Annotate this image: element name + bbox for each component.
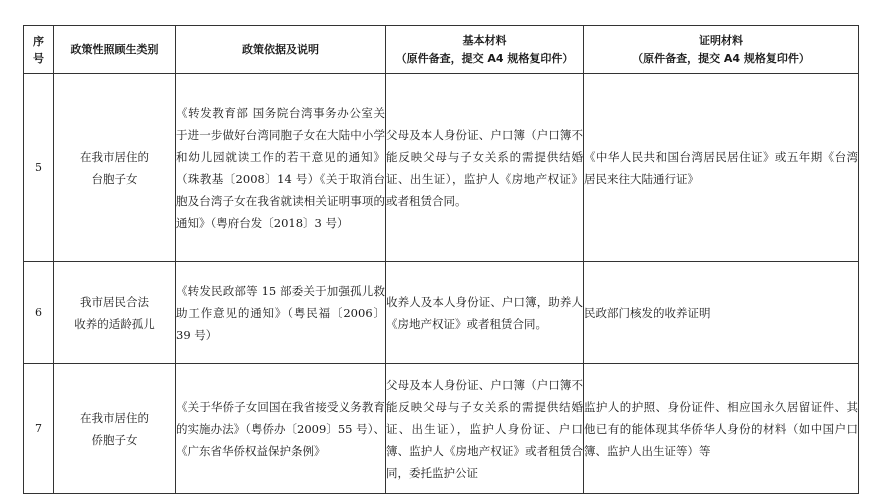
header-basis: 政策依据及说明 [176,26,386,74]
row-basic-materials: 收养人及本人身份证、户口簿，助养人《房地产权证》或者租赁合同。 [386,262,584,364]
row-basis: 《转发教育部 国务院台湾事务办公室关于进一步做好台湾同胞子女在大陆中小学和幼儿园就读工作的若干意见的通知》（珠教基〔2008〕14 号）《关于取消台胞及台湾子女在我省就读相关证明事项的通知》（粤府台发〔2018〕3 号） [176,74,386,262]
row-basic-materials: 父母及本人身份证、户口簿（户口簿不能反映父母与子女关系的需提供结婚证、出生证），监护人《房地产权证》或者租赁合同。 [386,74,584,262]
row-seq: 6 [24,262,54,364]
table-row [24,74,859,262]
header-proof-materials-title: 证明材料 [699,33,743,47]
header-seq: 序号 [24,26,54,74]
table-header-row [24,26,859,74]
policy-table [23,25,859,494]
table-row [24,364,859,494]
row-seq: 7 [24,364,54,494]
header-basic-materials [386,26,584,74]
row-seq: 5 [24,74,54,262]
row-category: 在我市居住的 侨胞子女 [54,364,176,494]
row-proof-materials: 监护人的护照、身份证件、相应国永久居留证件、其他已有的能体现其华侨华人身份的材料（如中国户口簿、监护人出生证等）等 [584,364,859,494]
row-basic-materials: 父母及本人身份证、户口簿（户口簿不能反映父母与子女关系的需提供结婚证、出生证），监护人身份证、户口簿、监护人《房地产权证》或者租赁合同，委托监护公证 [386,364,584,494]
header-basic-materials-note: （原件备查，提交 A4 规格复印件） [395,51,574,65]
row-category: 在我市居住的 台胞子女 [54,74,176,262]
row-proof-materials: 民政部门核发的收养证明 [584,262,859,364]
row-basis: 《转发民政部等 15 部委关于加强孤儿救助工作意见的通知》（粤民福〔2006〕39 号） [176,262,386,364]
header-basic-materials-title: 基本材料 [462,33,507,47]
row-basis: 《关于华侨子女回国在我省接受义务教育的实施办法》（粤侨办〔2009〕55 号）、《广东省华侨权益保护条例》 [176,364,386,494]
header-category: 政策性照顾生类别 [54,26,176,74]
header-proof-materials-note: （原件备查，提交 A4 规格复印件） [632,51,810,65]
row-category: 我市居民合法 收养的适龄孤儿 [54,262,176,364]
table-row [24,262,859,364]
row-proof-materials: 《中华人民共和国台湾居民居住证》或五年期《台湾居民来往大陆通行证》 [584,74,859,262]
header-proof-materials [584,26,859,74]
